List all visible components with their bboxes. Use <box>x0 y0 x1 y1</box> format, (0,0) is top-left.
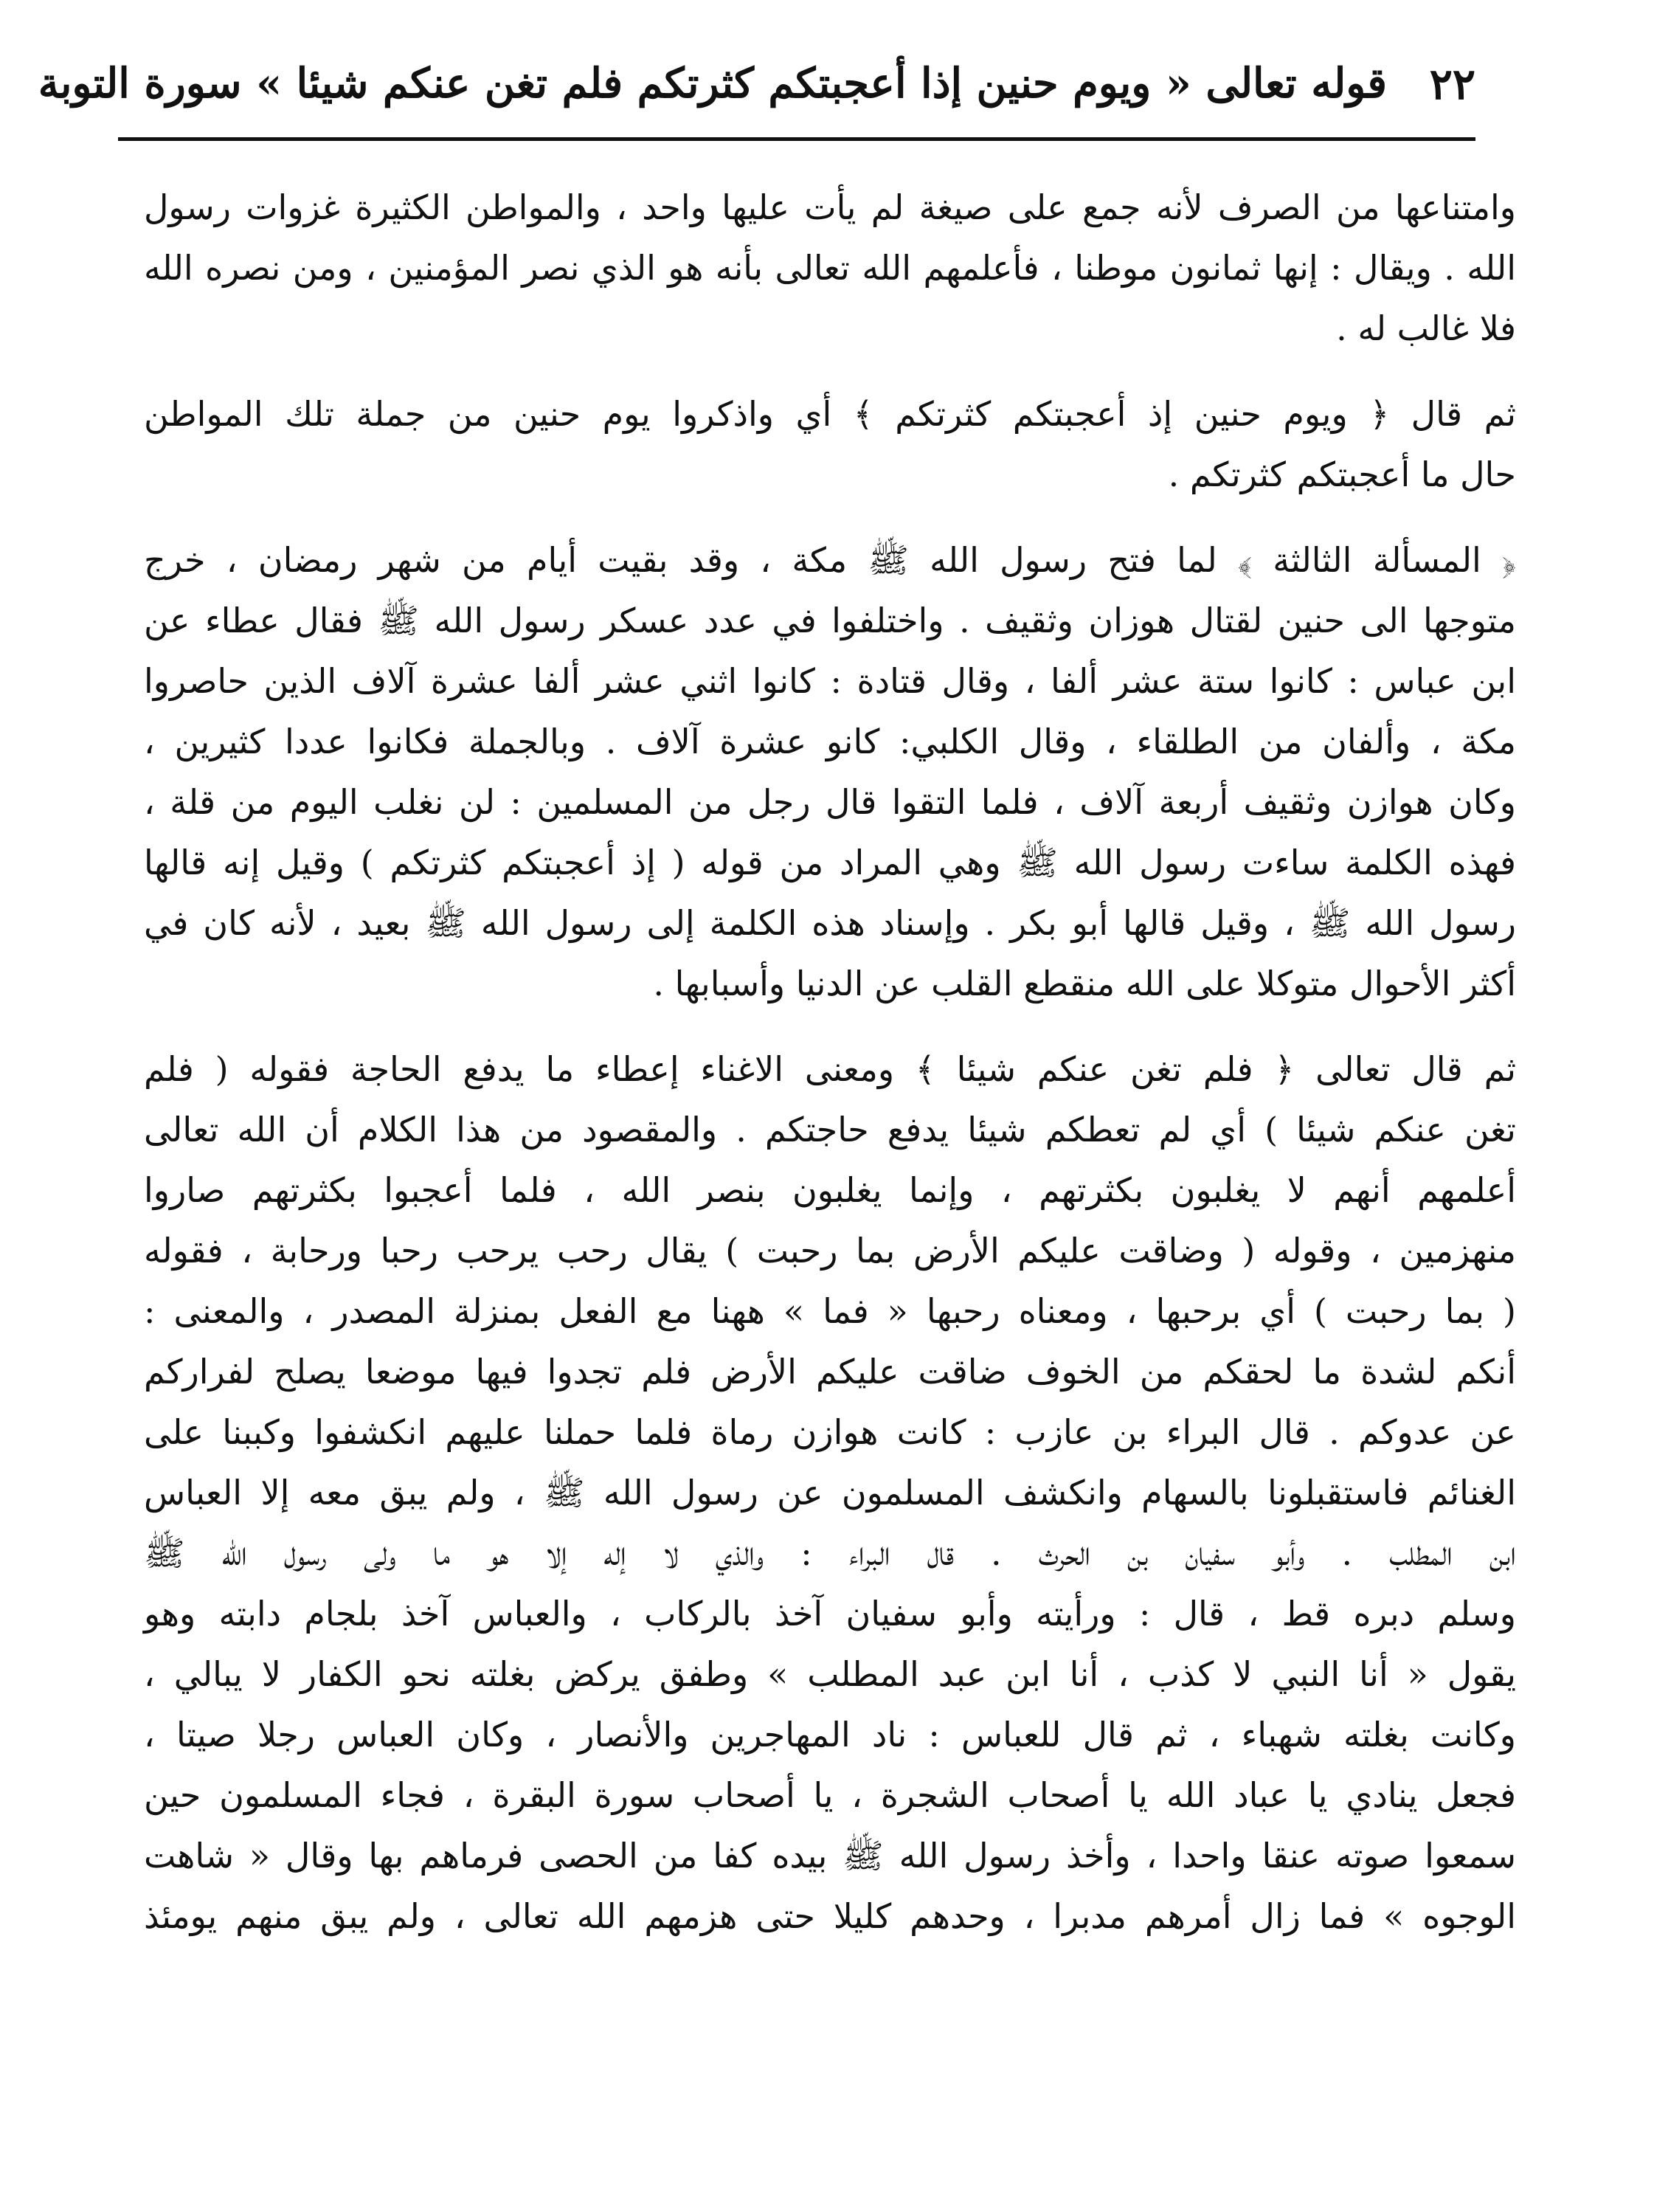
paragraph <box>144 177 1516 359</box>
text-line: وكان هوازن وثقيف أربعة آلاف ، فلما التقوا قال رجل من المسلمين : لن نغلب اليوم من قلة ، <box>144 782 1516 822</box>
text-line: وكانت بغلته شهباء ، ثم قال للعباس : ناد المهاجرين والأنصار ، وكان العباس رجلا صيتا ، <box>144 1715 1516 1755</box>
text-line: فلا غالب له . <box>1336 308 1516 348</box>
text-line: وامتناعها من الصرف لأنه جمع على صيغة لم يأت عليها واحد ، والمواطن الكثيرة غزوات رسول <box>144 187 1516 227</box>
text-line: أنكم لشدة ما لحقكم من الخوف ضاقت عليكم الأرض فلم تجدوا فيها موضعا يصلح لفراركم <box>144 1352 1516 1392</box>
text-line: مكة ، وألفان من الطلقاء ، وقال الكلبي: كانو عشرة آلاف . وبالجملة فكانوا عددا كثيرين ، <box>144 722 1516 761</box>
text-line: منهزمين ، وقوله ( وضاقت عليكم الأرض بما رحبت ) يقال رحب يرحب رحبا ورحابة ، فقوله <box>144 1231 1516 1271</box>
text-line: عن عدوكم . قال البراء بن عازب : كانت هوازن رماة فلما حملنا عليهم انكشفوا وكببنا على <box>144 1412 1516 1452</box>
text-line: ( بما رحبت ) أي برحبها ، ومعناه رحبها « فما » ههنا مع الفعل بمنزلة المصدر ، والمعنى : <box>144 1291 1516 1331</box>
paragraph <box>144 1039 1516 1946</box>
text-line: متوجها الى حنين لقتال هوزان وثقيف . واختلفوا في عدد عسكر رسول الله ﷺ فقال عطاء عن <box>144 601 1516 640</box>
text-line: فجعل ينادي يا عباد الله يا أصحاب الشجرة ، يا أصحاب سورة البقرة ، فجاء المسلمون حين <box>144 1775 1516 1815</box>
paragraph <box>144 530 1516 1014</box>
text-line: سمعوا صوته عنقا واحدا ، وأخذ رسول الله ﷺ بيده كفا من الحصى فرماهم بها وقال « شاهت <box>144 1836 1516 1876</box>
text-line: ثم قال ﴿ ويوم حنين إذ أعجبتكم كثرتكم ﴾ أي واذكروا يوم حنين من جملة تلك المواطن <box>144 394 1516 434</box>
page-number: ٢٢ <box>1429 59 1475 109</box>
text-line: الوجوه » فما زال أمرهم مدبرا ، وحدهم كليلا حتى هزمهم الله تعالى ، ولم يبق منهم يومئذ <box>144 1896 1516 1936</box>
header-rule <box>118 137 1475 141</box>
text-line: ابن عباس : كانوا ستة عشر ألفا ، وقال قتادة : كانوا اثني عشر ألفا عشرة آلاف الذين حاصروا <box>144 661 1516 701</box>
text-line: الله . ويقال : إنها ثمانون موطنا ، فأعلمهم الله تعالى بأنه هو الذي نصر المؤمنين ، ومن نصره الله <box>144 248 1516 288</box>
body-text <box>144 177 1516 1971</box>
text-line: حال ما أعجبتكم كثرتكم . <box>1168 455 1516 494</box>
text-line: يقول « أنا النبي لا كذب ، أنا ابن عبد المطلب » وطفق يركض بغلته نحو الكفار لا يبالي ، <box>144 1654 1516 1694</box>
text-line: أعلمهم أنهم لا يغلبون بكثرتهم ، وإنما يغلبون بنصر الله ، فلما أعجبوا بكثرتهم صاروا <box>144 1170 1516 1210</box>
paragraph <box>144 384 1516 505</box>
text-line: تغن عنكم شيئا ) أي لم تعطكم شيئا يدفع حاجتكم . والمقصود من هذا الكلام أن الله تعالى <box>144 1110 1516 1150</box>
text-line: أكثر الأحوال متوكلا على الله منقطع القلب عن الدنيا وأسبابها . <box>653 964 1516 1003</box>
text-line: الغنائم فاستقبلونا بالسهام وانكشف المسلمون عن رسول الله ﷺ ، ولم يبق معه إلا العباس <box>144 1473 1516 1513</box>
text-line: رسول الله ﷺ ، وقيل قالها أبو بكر . وإسناد هذه الكلمة إلى رسول الله ﷺ بعيد ، لأنه كان في <box>144 903 1516 943</box>
page-header <box>38 52 1475 140</box>
text-line: ثم قال تعالى ﴿ فلم تغن عنكم شيئا ﴾ ومعنى الاغناء إعطاء ما يدفع الحاجة فقوله ( فلم <box>144 1049 1516 1089</box>
text-line: وسلم دبره قط ، قال : ورأيته وأبو سفيان آخذ بالركاب ، والعباس آخذ بلجام دابته وهو <box>144 1594 1516 1634</box>
text-line: فهذه الكلمة ساءت رسول الله ﷺ وهي المراد من قوله ( إذ أعجبتكم كثرتكم ) وقيل إنه قالها <box>144 843 1516 882</box>
text-line: ﴿ المسألة الثالثة ﴾ لما فتح رسول الله ﷺ مكة ، وقد بقيت أيام من شهر رمضان ، خرج <box>144 540 1516 580</box>
text-line: ابن المطلب . وأبو سفيان بن الحرث . قال البراء : والذي لا إله إلا هو ما ولى رسول الله ﷺ <box>144 1533 1516 1573</box>
running-head: قوله تعالى « ويوم حنين إذا أعجبتكم كثرتكم فلم تغن عنكم شيئا » سورة التوبة <box>38 59 1387 108</box>
